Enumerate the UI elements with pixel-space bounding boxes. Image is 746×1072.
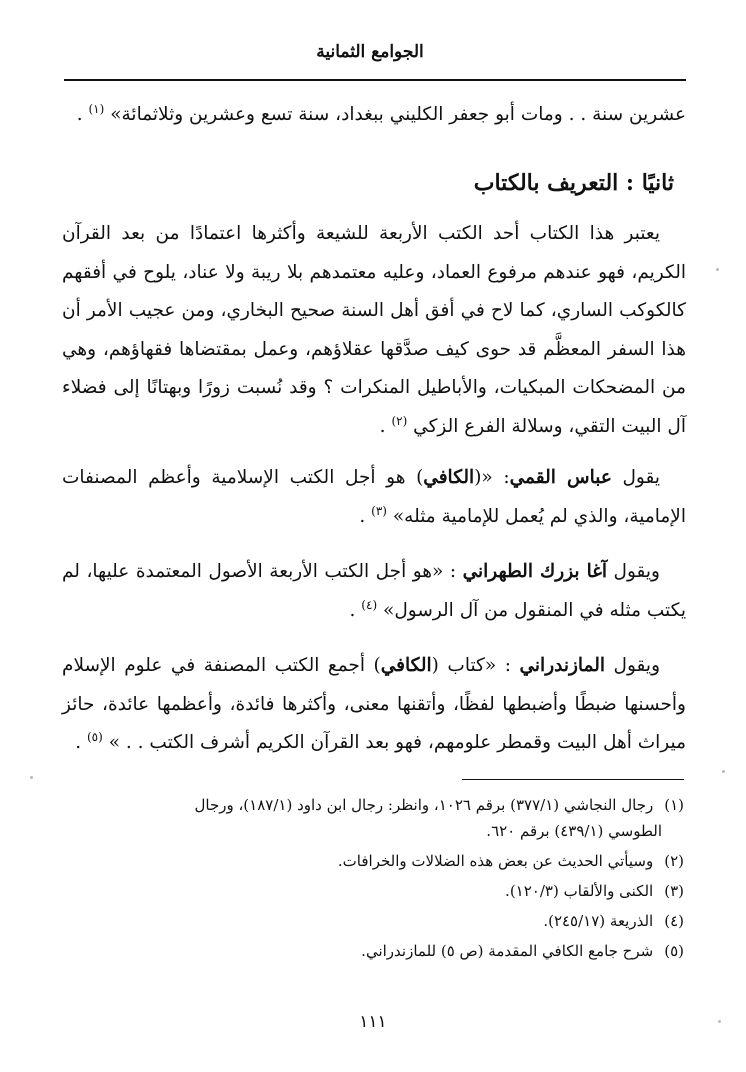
- header-rule: [64, 79, 686, 81]
- scan-speck: [718, 1020, 721, 1023]
- continuation-paragraph: [62, 96, 686, 135]
- footnote-number: (٤): [664, 912, 684, 930]
- section-title: ثانيًا : التعريف بالكتاب: [473, 170, 674, 196]
- footnote-text: الكنى والألقاب (١٢٠/٣).: [505, 882, 654, 900]
- footnote-text: الذريعة (٢٤٥/١٧).: [543, 912, 654, 930]
- scan-speck: [30, 776, 33, 779]
- running-head: الجوامع الثمانية: [316, 42, 424, 62]
- paragraph-mazandarani-quote: [62, 647, 686, 763]
- footnote-ref-1: (١): [88, 101, 105, 116]
- quote-text-part: : «(: [474, 467, 510, 488]
- scan-speck: [716, 268, 719, 271]
- paragraph-introduction: [62, 215, 686, 446]
- paragraph-introduction-end: .: [379, 415, 386, 437]
- footnote-number: (١): [664, 796, 684, 814]
- quote-lead: ويقول: [605, 655, 661, 676]
- paragraph-tehrani-quote: [62, 553, 686, 630]
- author-name-qummi: عباس القمي: [509, 467, 612, 488]
- footnote-item: [62, 792, 684, 844]
- continuation-text: عشرين سنة . . ومات أبو جعفر الكليني ببغداد، سنة تسع وعشرين وثلاثمائة»: [110, 104, 686, 125]
- footnote-number: (٥): [664, 942, 684, 960]
- quote-end: .: [359, 505, 366, 527]
- quote-end: .: [349, 599, 356, 621]
- footnote-ref-2: (٢): [391, 413, 408, 428]
- quote-end: .: [75, 732, 82, 753]
- footnote-item: [62, 848, 684, 874]
- quote-text-part: ) هو أجل الكتب الإسلامية وأعظم المصنفات الإمامية، والذي لم يُعمل للإمامية مثله»: [62, 467, 686, 527]
- quote-text-part: ) أجمع الكتب المصنفة في علوم الإسلام وأحسنها ضبطًا وأضبطها لفظًا، وأتقنها معنى، وأكثرها فائدة، وأعظمها عائدة، حائز ميراث أهل البيت وقمطر علومهم، فهو بعد القرآن الكريم أشرف الكتب . . »: [62, 655, 686, 753]
- book-title-kafi: الكافي: [380, 655, 432, 676]
- footnote-text: شرح جامع الكافي المقدمة (ص ٥) للمازندراني.: [361, 942, 654, 960]
- footnote-ref-3: (٣): [371, 503, 387, 518]
- quote-lead: يقول: [611, 467, 660, 488]
- author-name-tehrani: آغا بزرك الطهراني: [462, 561, 608, 582]
- quote-lead: ويقول: [607, 561, 660, 582]
- footnote-text: رجال النجاشي (٣٧٧/١) برقم ١٠٢٦، وانظر: رجال ابن داود (١٨٧/١)، ورجال: [194, 796, 654, 814]
- scan-speck: [722, 770, 725, 773]
- quote-text-part: : «كتاب (: [431, 655, 520, 676]
- author-name-mazandarani: المازندراني: [519, 655, 606, 676]
- paragraph-introduction-text: يعتبر هذا الكتاب أحد الكتب الأربعة للشيعة وأكثرها اعتمادًا من بعد القرآن الكريم، فهو عندهم مرفوع العماد، وعليه معتمدهم بلا ريبة ولا عناد، يلوح في أفقهم كالكوكب الساري، كما لاح في أفق أهل السنة صحيح البخاري، ومن عجيب الأمر أن هذا السفر المعظَّم قد حوى كيف صدَّقها عقلاؤهم، وعمل بمقتضاها فقهاؤهم، وهي من المضحكات المبكيات، والأباطيل المنكرات ؟ وقد نُسبت زورًا وبهتانًا إلى فضلاء آل البيت التقي، وسلالة الفرع الزكي: [62, 223, 686, 437]
- page-number: ١١١: [359, 1012, 387, 1032]
- footnote-continuation: الطوسي (٤٣٩/١) برقم ٦٢٠.: [486, 822, 662, 840]
- footnote-item: [62, 878, 684, 904]
- book-title-kafi: الكافي: [423, 467, 475, 488]
- footnote-ref-4: (٤): [361, 597, 378, 612]
- footnote-ref-5: (٥): [86, 729, 103, 744]
- footnote-text: وسيأتي الحديث عن بعض هذه الضلالات والخرافات.: [337, 852, 654, 870]
- continuation-end: .: [76, 104, 83, 125]
- footnote-number: (٣): [664, 882, 684, 900]
- footnote-item: [62, 908, 684, 934]
- footnotes: [62, 792, 684, 968]
- footnote-number: (٢): [664, 852, 684, 870]
- paragraph-qummi-quote: [62, 459, 686, 536]
- footnote-item: [62, 938, 684, 964]
- quote-text-part: : «هو أجل الكتب الأربعة الأصول المعتمدة عليها، لم يكتب مثله في المنقول من آل الرسول»: [62, 561, 686, 621]
- footnote-separator: [462, 779, 684, 780]
